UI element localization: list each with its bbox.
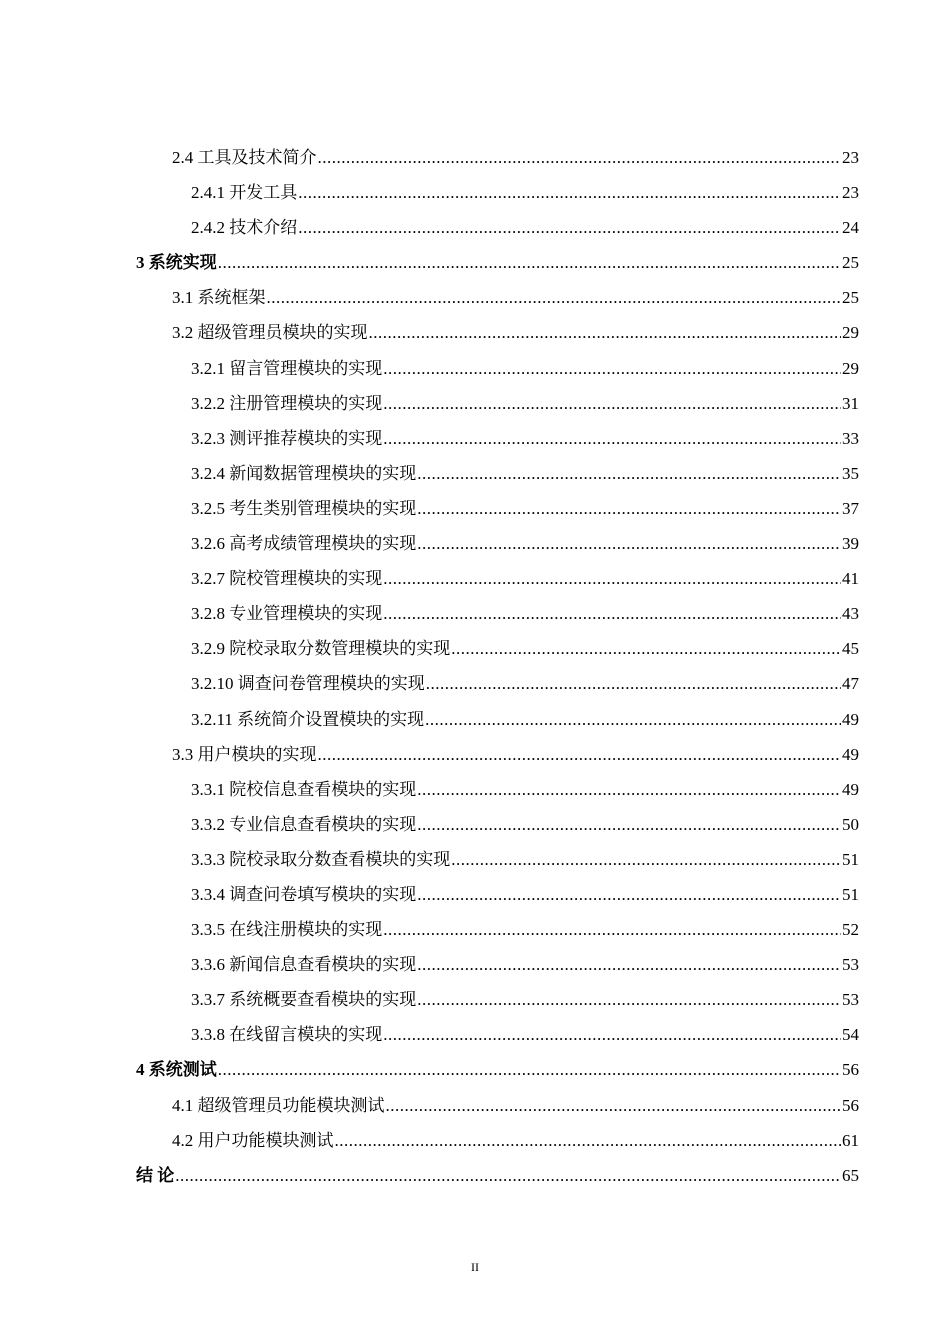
toc-entry-title: 3.3.4 调查问卷填写模块的实现 bbox=[191, 884, 417, 904]
toc-entry-line bbox=[136, 1052, 859, 1087]
toc-entry-line bbox=[191, 807, 859, 842]
toc-dot-leader bbox=[318, 737, 842, 772]
toc-page-number: 51 bbox=[842, 849, 859, 869]
toc-entry-title: 3.2.1 留言管理模块的实现 bbox=[191, 358, 383, 378]
toc-dot-leader bbox=[298, 175, 841, 210]
toc-dot-leader bbox=[417, 526, 841, 561]
toc-entry-line bbox=[191, 666, 859, 701]
toc-entry-title: 结 论 bbox=[136, 1165, 175, 1185]
toc-entry[interactable] bbox=[0, 561, 950, 596]
toc-entry[interactable] bbox=[0, 702, 950, 737]
toc-entry-line bbox=[172, 140, 859, 175]
toc-entry[interactable] bbox=[0, 737, 950, 772]
toc-page-number: 61 bbox=[842, 1130, 859, 1150]
toc-entry[interactable] bbox=[0, 140, 950, 175]
toc-entry-line bbox=[191, 842, 859, 877]
toc-entry[interactable] bbox=[0, 596, 950, 631]
toc-entry[interactable] bbox=[0, 526, 950, 561]
toc-page-number: 35 bbox=[842, 463, 859, 483]
toc-dot-leader bbox=[175, 1158, 841, 1193]
toc-entry[interactable] bbox=[0, 631, 950, 666]
toc-dot-leader bbox=[386, 1088, 842, 1123]
toc-page-number: 53 bbox=[842, 990, 859, 1010]
toc-dot-leader bbox=[218, 245, 841, 280]
toc-entry[interactable] bbox=[0, 1123, 950, 1158]
toc-dot-leader bbox=[298, 210, 841, 245]
toc-entry[interactable] bbox=[0, 315, 950, 350]
toc-entry-title: 3.3.6 新闻信息查看模块的实现 bbox=[191, 955, 417, 975]
toc-page-number: 51 bbox=[842, 884, 859, 904]
toc-dot-leader bbox=[335, 1123, 842, 1158]
toc-entry[interactable] bbox=[0, 175, 950, 210]
toc-dot-leader bbox=[383, 596, 841, 631]
toc-dot-leader bbox=[417, 982, 841, 1017]
toc-page-number: 41 bbox=[842, 569, 859, 589]
toc-entry-title: 3.2.3 测评推荐模块的实现 bbox=[191, 428, 383, 448]
toc-entry-line bbox=[136, 1158, 859, 1193]
toc-page-number: 52 bbox=[842, 920, 859, 940]
toc-page-number: 49 bbox=[842, 709, 859, 729]
toc-entry[interactable] bbox=[0, 456, 950, 491]
toc-page-number: 39 bbox=[842, 534, 859, 554]
toc-page-number: 29 bbox=[842, 358, 859, 378]
toc-entry-line bbox=[172, 1123, 859, 1158]
toc-entry-line bbox=[191, 982, 859, 1017]
toc-entry-line bbox=[191, 526, 859, 561]
toc-page-number: 47 bbox=[842, 674, 859, 694]
toc-entry-title: 3.3.5 在线注册模块的实现 bbox=[191, 920, 383, 940]
toc-page-number: 65 bbox=[842, 1165, 859, 1185]
table-of-contents bbox=[0, 140, 950, 1193]
toc-entry-line bbox=[191, 702, 859, 737]
toc-entry-line bbox=[191, 491, 859, 526]
toc-entry-line bbox=[191, 421, 859, 456]
toc-entry[interactable] bbox=[0, 772, 950, 807]
toc-dot-leader bbox=[383, 1017, 841, 1052]
toc-entry-title: 3.3.8 在线留言模块的实现 bbox=[191, 1025, 383, 1045]
toc-page-number: 23 bbox=[842, 148, 859, 167]
toc-page-number: 25 bbox=[842, 253, 859, 273]
toc-page-number: 53 bbox=[842, 955, 859, 975]
toc-page-number: 37 bbox=[842, 498, 859, 518]
toc-entry-title: 3.2.5 考生类别管理模块的实现 bbox=[191, 498, 417, 518]
toc-entry-title: 4.1 超级管理员功能模块测试 bbox=[172, 1095, 385, 1115]
toc-dot-leader bbox=[318, 140, 842, 175]
toc-dot-leader bbox=[417, 947, 841, 982]
toc-dot-leader bbox=[383, 912, 841, 947]
toc-entry[interactable] bbox=[0, 280, 950, 315]
toc-entry-line bbox=[191, 210, 859, 245]
toc-entry-title: 3.2.8 专业管理模块的实现 bbox=[191, 604, 383, 624]
toc-entry-line bbox=[191, 596, 859, 631]
toc-dot-leader bbox=[426, 666, 841, 701]
toc-entry[interactable] bbox=[0, 947, 950, 982]
toc-dot-leader bbox=[417, 772, 841, 807]
toc-dot-leader bbox=[417, 877, 841, 912]
toc-page-number: 49 bbox=[842, 779, 859, 799]
toc-page-number: 56 bbox=[842, 1060, 859, 1080]
toc-entry[interactable] bbox=[0, 807, 950, 842]
toc-entry-line bbox=[191, 386, 859, 421]
toc-entry-title: 3.3.3 院校录取分数查看模块的实现 bbox=[191, 849, 451, 869]
toc-entry-title: 4 系统测试 bbox=[136, 1060, 217, 1080]
toc-entry-title: 3.2 超级管理员模块的实现 bbox=[172, 323, 368, 343]
toc-entry-title: 3.2.11 系统简介设置模块的实现 bbox=[191, 709, 425, 729]
toc-entry[interactable] bbox=[0, 1088, 950, 1123]
toc-entry[interactable] bbox=[0, 1158, 950, 1193]
toc-entry-title: 3.2.2 注册管理模块的实现 bbox=[191, 393, 383, 413]
toc-entry[interactable] bbox=[0, 877, 950, 912]
toc-page-number: 54 bbox=[842, 1025, 859, 1045]
toc-entry-line bbox=[172, 280, 859, 315]
toc-entry-line bbox=[191, 877, 859, 912]
toc-dot-leader bbox=[383, 421, 841, 456]
toc-entry[interactable] bbox=[0, 982, 950, 1017]
toc-page-number: 56 bbox=[842, 1095, 859, 1115]
toc-dot-leader bbox=[417, 807, 841, 842]
toc-entry[interactable] bbox=[0, 912, 950, 947]
toc-entry-line bbox=[191, 175, 859, 210]
toc-entry-title: 3.3 用户模块的实现 bbox=[172, 744, 317, 764]
toc-entry-title: 2.4.1 开发工具 bbox=[191, 183, 298, 203]
toc-page-number: 33 bbox=[842, 428, 859, 448]
toc-entry-title: 3.3.7 系统概要查看模块的实现 bbox=[191, 990, 417, 1010]
toc-entry[interactable] bbox=[0, 1052, 950, 1087]
toc-entry-title: 3.3.2 专业信息查看模块的实现 bbox=[191, 814, 417, 834]
toc-dot-leader bbox=[417, 456, 841, 491]
toc-entry-line bbox=[172, 315, 859, 350]
toc-entry[interactable] bbox=[0, 421, 950, 456]
toc-entry[interactable] bbox=[0, 351, 950, 386]
toc-page-number: 25 bbox=[842, 288, 859, 308]
toc-dot-leader bbox=[267, 280, 842, 315]
toc-entry[interactable] bbox=[0, 386, 950, 421]
toc-dot-leader bbox=[383, 386, 841, 421]
toc-entry-line bbox=[191, 947, 859, 982]
toc-entry-title: 4.2 用户功能模块测试 bbox=[172, 1130, 334, 1150]
toc-entry-line bbox=[191, 456, 859, 491]
toc-entry-title: 3.2.7 院校管理模块的实现 bbox=[191, 569, 383, 589]
toc-dot-leader bbox=[383, 561, 841, 596]
toc-page-number: 29 bbox=[842, 323, 859, 343]
toc-entry-title: 3.2.6 高考成绩管理模块的实现 bbox=[191, 534, 417, 554]
toc-page-number: 24 bbox=[842, 218, 859, 238]
toc-entry[interactable] bbox=[0, 491, 950, 526]
toc-entry[interactable] bbox=[0, 1017, 950, 1052]
toc-entry[interactable] bbox=[0, 245, 950, 280]
toc-entry-line bbox=[191, 1017, 859, 1052]
toc-page-number: 43 bbox=[842, 604, 859, 624]
toc-entry-line bbox=[191, 561, 859, 596]
toc-entry-line bbox=[172, 1088, 859, 1123]
toc-page-number: 50 bbox=[842, 814, 859, 834]
toc-dot-leader bbox=[383, 351, 841, 386]
toc-entry[interactable] bbox=[0, 666, 950, 701]
toc-dot-leader bbox=[417, 491, 841, 526]
toc-entry-line bbox=[172, 737, 859, 772]
toc-entry-title: 3.1 系统框架 bbox=[172, 288, 266, 308]
toc-page-number: 31 bbox=[842, 393, 859, 413]
toc-entry-title: 3.3.1 院校信息查看模块的实现 bbox=[191, 779, 417, 799]
toc-page-number: 49 bbox=[842, 744, 859, 764]
toc-entry-line bbox=[136, 245, 859, 280]
toc-entry[interactable] bbox=[0, 842, 950, 877]
toc-page-number: 45 bbox=[842, 639, 859, 659]
toc-dot-leader bbox=[369, 315, 842, 350]
toc-page-number: 23 bbox=[842, 183, 859, 203]
toc-entry[interactable] bbox=[0, 210, 950, 245]
toc-entry-line bbox=[191, 772, 859, 807]
toc-dot-leader bbox=[451, 842, 841, 877]
toc-entry-title: 2.4 工具及技术简介 bbox=[172, 148, 317, 167]
toc-entry-title: 3.2.10 调查问卷管理模块的实现 bbox=[191, 674, 425, 694]
toc-entry-title: 3.2.4 新闻数据管理模块的实现 bbox=[191, 463, 417, 483]
toc-dot-leader bbox=[218, 1052, 841, 1087]
toc-entry-title: 3.2.9 院校录取分数管理模块的实现 bbox=[191, 639, 451, 659]
toc-dot-leader bbox=[425, 702, 841, 737]
toc-dot-leader bbox=[451, 631, 841, 666]
page-number-footer: II bbox=[471, 1260, 479, 1274]
toc-entry-line bbox=[191, 631, 859, 666]
toc-entry-line bbox=[191, 351, 859, 386]
toc-entry-line bbox=[191, 912, 859, 947]
toc-entry-title: 2.4.2 技术介绍 bbox=[191, 218, 298, 238]
toc-entry-title: 3 系统实现 bbox=[136, 253, 217, 273]
